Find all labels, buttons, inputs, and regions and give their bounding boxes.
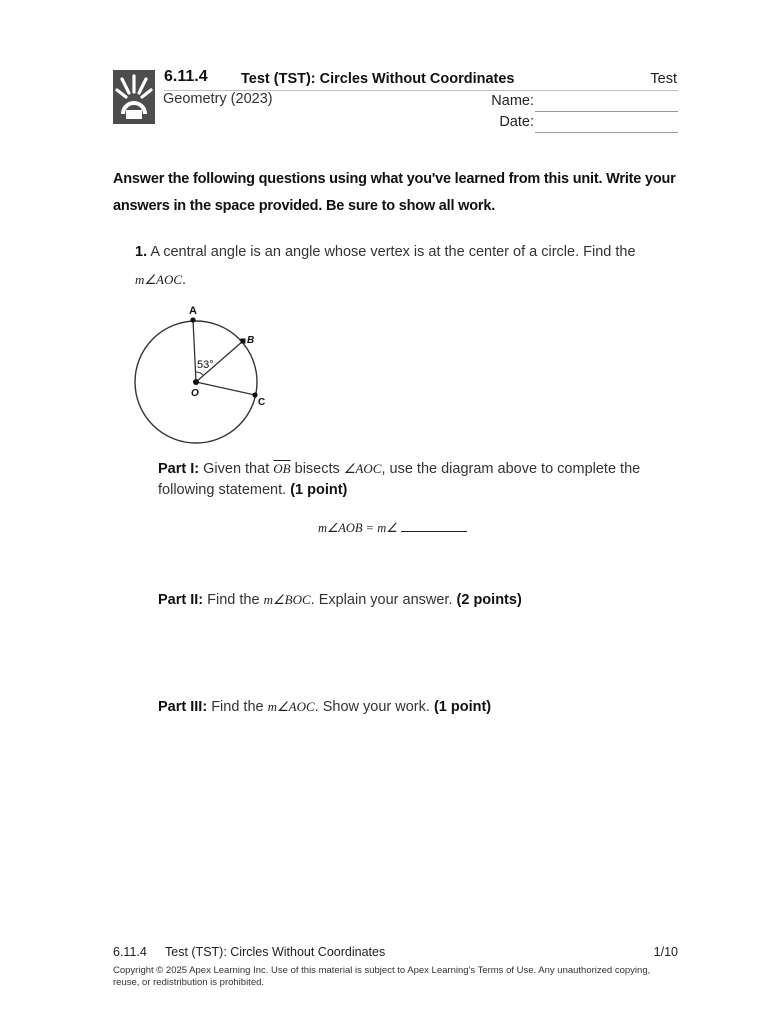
point-o: [193, 379, 199, 385]
part-1-text-3: , use the diagram above to complete the following statement.: [158, 461, 641, 498]
copyright: Copyright © 2025 Apex Learning Inc. Use of this material is subject to Apex Learning's Terms of Use. Any unauthorized copying, reuse, or redistribution is prohibited.: [113, 965, 651, 988]
footer-unit-number: 6.11.4: [113, 945, 147, 959]
statement: [318, 519, 467, 536]
point-a: [190, 317, 195, 322]
part-3: [158, 696, 678, 718]
instructions: Answer the following questions using what you've learned from this unit. Write your answers in the space provided. Be sure to show all work.: [113, 171, 676, 214]
angle-label: 53°: [197, 359, 214, 371]
part-3-label: Part III:: [158, 699, 208, 715]
answer-blank[interactable]: [401, 519, 467, 532]
angle-aoc: ∠AOC: [343, 461, 382, 476]
course-name: Geometry (2023): [163, 91, 273, 107]
part-3-text-2: . Show your work.: [314, 699, 430, 715]
apex-logo-icon: [113, 70, 155, 124]
statement-text: m∠AOB = m∠: [318, 521, 398, 535]
circle-diagram: [130, 298, 280, 450]
part-2-text-1: Find the: [207, 592, 260, 608]
part-1-text-1: Given that: [203, 461, 270, 477]
part-3-points: (1 point): [433, 699, 492, 715]
date-label: Date:: [499, 114, 534, 130]
part-1: [158, 458, 678, 501]
part-1-text-2: bisects: [294, 461, 340, 477]
part-2: [158, 589, 678, 611]
question-text: A central angle is an angle whose vertex is at the center of a circle. Find the: [150, 244, 636, 260]
question-math: m∠AOC: [135, 272, 183, 287]
label-c: C: [258, 397, 266, 408]
part-3-text-1: Find the: [211, 699, 264, 715]
test-type: Test: [650, 71, 677, 87]
test-title: Test (TST): Circles Without Coordinates: [241, 71, 515, 87]
label-b: B: [247, 335, 255, 346]
angle-aoc-2: m∠AOC: [267, 699, 315, 714]
part-1-points: (1 point): [290, 482, 348, 498]
segment-ob: $\overline{OB}$: [273, 461, 291, 476]
footer-title: Test (TST): Circles Without Coordinates: [165, 945, 386, 959]
part-1-label: Part I:: [158, 461, 200, 477]
angle-boc: m∠BOC: [263, 592, 311, 607]
angle-arc: [196, 372, 204, 376]
name-field[interactable]: [535, 111, 678, 112]
name-label: Name:: [491, 93, 534, 109]
radius-oa: [193, 320, 196, 382]
question-end: .: [182, 272, 187, 288]
point-b: [241, 339, 246, 344]
date-field[interactable]: [535, 132, 678, 133]
question-number: 1.: [135, 244, 148, 260]
part-2-label: Part II:: [158, 592, 204, 608]
radius-oc: [196, 382, 255, 395]
point-c: [252, 392, 257, 397]
unit-number: 6.11.4: [164, 68, 208, 85]
part-2-points: (2 points): [456, 592, 522, 608]
part-2-text-2: . Explain your answer.: [310, 592, 453, 608]
label-a: A: [189, 305, 197, 317]
page-number: 1/10: [653, 945, 678, 959]
label-o: O: [191, 388, 199, 399]
question-1: [135, 238, 675, 294]
